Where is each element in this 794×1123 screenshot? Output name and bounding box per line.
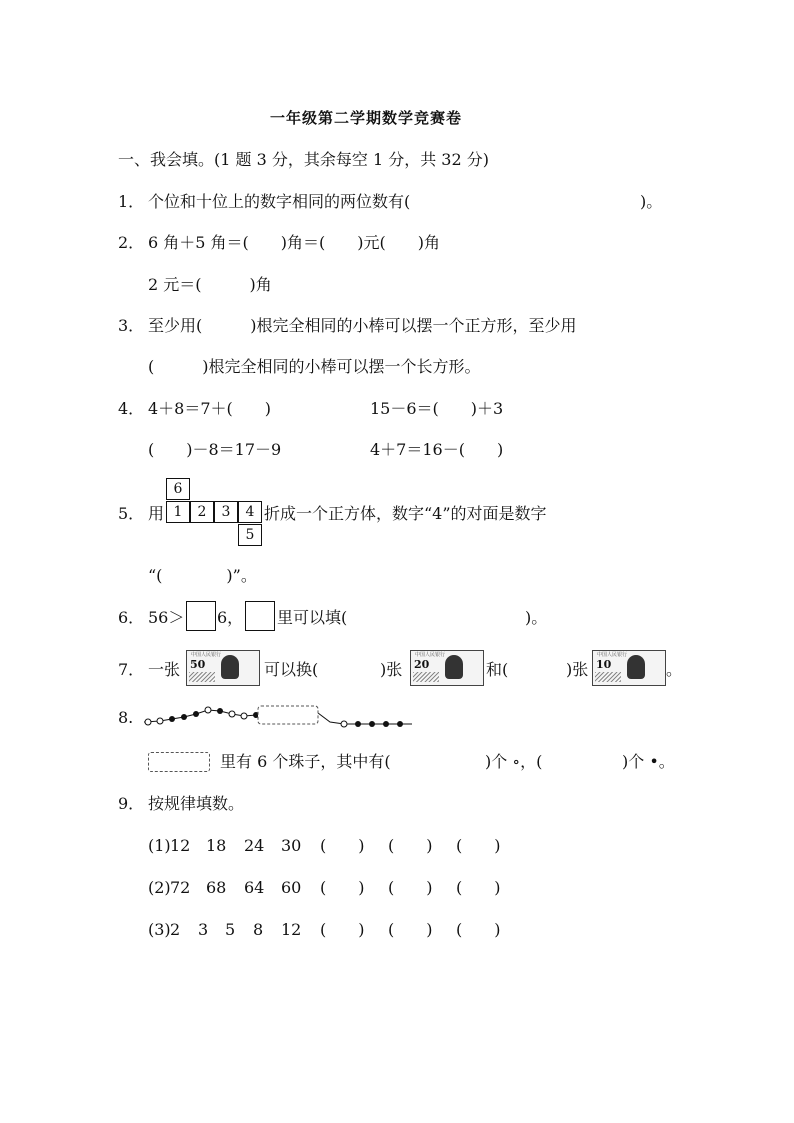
- hollow-bead: [205, 707, 211, 713]
- question-9-number: 9．: [118, 794, 145, 813]
- sequence-number: 68: [206, 878, 227, 897]
- row-label: (3): [148, 920, 171, 939]
- question-8-text-a: 里有 6 个珠子，其中有(: [220, 752, 391, 771]
- answer-blank[interactable]: ( ): [456, 836, 501, 855]
- hollow-bead: [229, 711, 235, 717]
- question-5-text: 折成一个正方体，数字“4”的对面是数字: [264, 504, 547, 523]
- question-2-line-1: 6 角＋5 角＝( )角＝( )元( )角: [148, 233, 440, 252]
- banknote-20-image: [410, 650, 484, 686]
- question-5-line-2: “( )”。: [148, 566, 257, 585]
- banknote-value: 20: [414, 658, 430, 671]
- question-3-line-2: ( )根完全相同的小棒可以摆一个长方形。: [148, 357, 481, 376]
- question-3-number: 3．: [118, 316, 145, 335]
- answer-blank[interactable]: ( ): [456, 878, 501, 897]
- banknote-value: 50: [190, 658, 206, 671]
- pattern-icon: [595, 672, 621, 682]
- question-1-end: )。: [640, 192, 663, 211]
- answer-blank[interactable]: ( ): [320, 836, 365, 855]
- question-4-equation-c: ( )－8＝17－9: [148, 440, 282, 459]
- question-7-text-b: 可以换(: [264, 660, 319, 679]
- row-label: (1): [148, 836, 171, 855]
- sequence-number: 30: [281, 836, 302, 855]
- solid-bead: [193, 711, 199, 717]
- sequence-number: 12: [281, 920, 302, 939]
- question-6-number: 6．: [118, 608, 145, 627]
- solid-bead: [397, 721, 403, 727]
- sequence-number: 5: [225, 920, 236, 939]
- solid-bead: [369, 721, 375, 727]
- sequence-number: 24: [244, 836, 265, 855]
- sequence-number: 2: [170, 920, 181, 939]
- portrait-icon: [445, 655, 463, 679]
- hollow-bead: [241, 713, 247, 719]
- question-4-equation-a: 4＋8＝7＋( ): [148, 399, 272, 418]
- question-9-text: 按规律填数。: [148, 794, 245, 813]
- banknote-10-image: [592, 650, 666, 686]
- solid-bead: [355, 721, 361, 727]
- question-2-line-2: 2 元＝( )角: [148, 275, 272, 294]
- net-cell: 4: [238, 501, 262, 523]
- hollow-bead: [157, 718, 163, 724]
- question-8-text-c: )个 •。: [622, 752, 675, 771]
- dashed-box-reference: [148, 752, 210, 772]
- question-1-number: 1．: [118, 192, 145, 211]
- banknote-issuer: 中国人民银行: [597, 652, 628, 658]
- portrait-icon: [221, 655, 239, 679]
- bead-string-figure: [140, 700, 420, 736]
- solid-bead: [181, 714, 187, 720]
- question-3-line-1: 至少用( )根完全相同的小棒可以摆一个正方形，至少用: [148, 316, 577, 335]
- pattern-icon: [189, 672, 215, 682]
- question-8-text-b: )个 ∘，(: [485, 752, 543, 771]
- question-8-number: 8.: [118, 708, 134, 727]
- answer-blank[interactable]: ( ): [320, 878, 365, 897]
- question-7-text-c: )张: [380, 660, 403, 679]
- row-label: (2): [148, 878, 171, 897]
- solid-bead: [169, 716, 175, 722]
- sequence-number: 60: [281, 878, 302, 897]
- hidden-beads-box: [258, 706, 318, 724]
- question-6-end: )。: [525, 608, 548, 627]
- pattern-icon: [413, 672, 439, 682]
- question-1-text: 个位和十位上的数字相同的两位数有(: [148, 192, 411, 211]
- question-2-number: 2．: [118, 233, 145, 252]
- sequence-number: 18: [206, 836, 227, 855]
- banknote-value: 10: [596, 658, 612, 671]
- exam-title: 一年级第二学期数学竞赛卷: [270, 109, 463, 127]
- question-5-prefix: 用: [148, 504, 165, 523]
- net-cell: 3: [214, 501, 238, 523]
- answer-box[interactable]: [245, 601, 275, 631]
- question-4-number: 4．: [118, 399, 145, 418]
- question-5-number: 5．: [118, 504, 145, 523]
- answer-blank[interactable]: ( ): [320, 920, 365, 939]
- net-cell: 5: [238, 524, 262, 546]
- question-4-equation-b: 15－6＝( )＋3: [370, 399, 504, 418]
- hollow-bead: [341, 721, 347, 727]
- net-cell: 2: [190, 501, 214, 523]
- hollow-bead: [145, 719, 151, 725]
- section-heading: 一、我会填。(1 题 3 分，其余每空 1 分，共 32 分): [118, 150, 489, 169]
- question-7-number: 7．: [118, 660, 145, 679]
- sequence-number: 64: [244, 878, 265, 897]
- question-7-text-a: 一张: [148, 660, 181, 679]
- answer-blank[interactable]: ( ): [388, 836, 433, 855]
- question-6-text-c: 里可以填(: [277, 608, 348, 627]
- question-6-text-a: 56＞: [148, 608, 185, 627]
- question-6-text-b: 6，: [217, 608, 244, 627]
- question-4-equation-d: 4＋7＝16－( ): [370, 440, 504, 459]
- solid-bead: [217, 708, 223, 714]
- sequence-number: 3: [198, 920, 209, 939]
- sequence-number: 72: [170, 878, 191, 897]
- solid-bead: [383, 721, 389, 727]
- portrait-icon: [627, 655, 645, 679]
- answer-box[interactable]: [186, 601, 216, 631]
- question-7-text-e: )张: [566, 660, 589, 679]
- banknote-50-image: [186, 650, 260, 686]
- banknote-issuer: 中国人民银行: [415, 652, 446, 658]
- net-cell: 1: [166, 501, 190, 523]
- answer-blank[interactable]: ( ): [388, 878, 433, 897]
- net-cell: 6: [166, 478, 190, 500]
- answer-blank[interactable]: ( ): [388, 920, 433, 939]
- sequence-number: 8: [253, 920, 264, 939]
- banknote-issuer: 中国人民银行: [191, 652, 222, 658]
- question-7-end: 。: [666, 660, 683, 679]
- question-7-text-d: 和(: [486, 660, 509, 679]
- sequence-number: 12: [170, 836, 191, 855]
- answer-blank[interactable]: ( ): [456, 920, 501, 939]
